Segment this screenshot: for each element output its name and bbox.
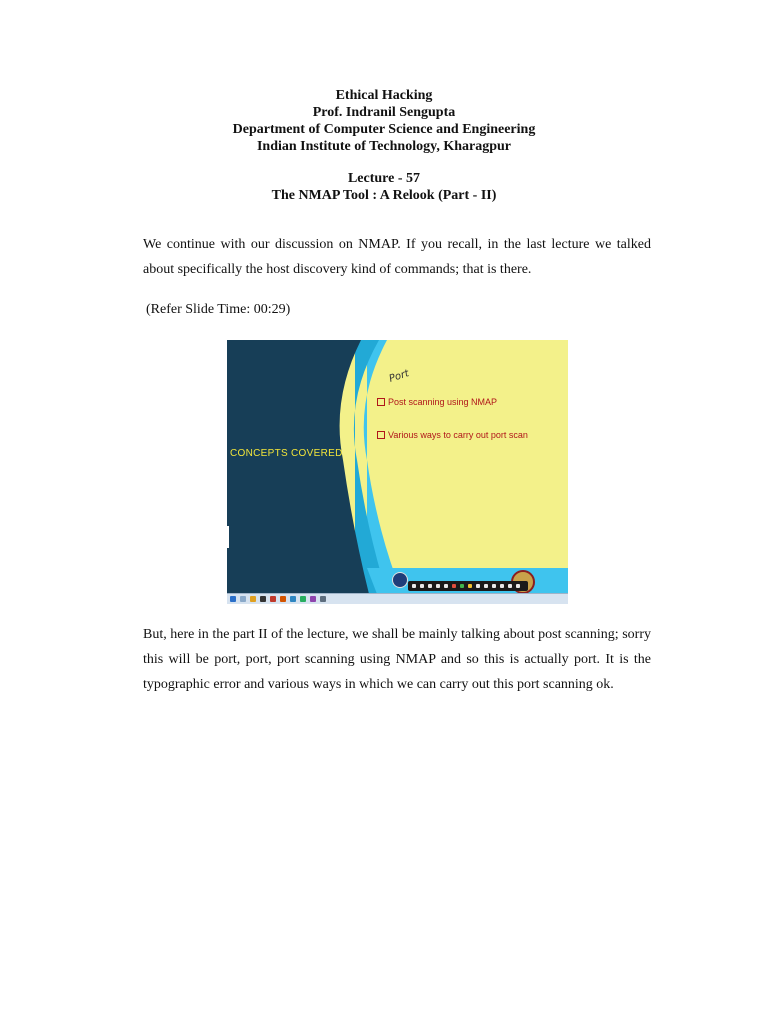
institute-name: Indian Institute of Technology, Kharagpur <box>256 139 511 154</box>
intro-paragraph: We continue with our discussion on NMAP. If you recall, in the last lecture we talked about specifically the host discovery kind of commands; that is there. <box>143 237 651 277</box>
document-header <box>0 87 768 155</box>
taskbar-app-icon <box>270 596 276 602</box>
taskbar-app-icon <box>290 596 296 602</box>
pen-tool-icon <box>468 584 472 588</box>
taskbar-app-icon <box>300 596 306 602</box>
start-icon <box>230 596 236 602</box>
nptel-logo-icon <box>392 572 408 588</box>
taskbar-app-icon <box>250 596 256 602</box>
slide-screenshot <box>227 340 568 604</box>
checkbox-bullet-icon <box>377 431 385 439</box>
pen-tool-icon <box>436 584 440 588</box>
slide-bullet-text: Various ways to carry out port scan <box>388 430 528 440</box>
handwritten-annotation: Port <box>387 368 411 385</box>
pen-tool-icon <box>420 584 424 588</box>
taskbar-app-icon <box>240 596 246 602</box>
pen-tool-icon <box>500 584 504 588</box>
taskbar-app-icon <box>280 596 286 602</box>
pen-tool-icon <box>460 584 464 588</box>
pen-tool-icon <box>428 584 432 588</box>
windows-taskbar <box>227 593 568 604</box>
after-slide-paragraph: But, here in the part II of the lecture, we shall be mainly talking about post scanning; sorry this will be port, port, port scanning using NMAP and so this is actually port. It is the typographic error and various ways in which we can carry out this port scanning ok. <box>143 627 651 692</box>
pen-tool-icon <box>452 584 456 588</box>
lecture-title: The NMAP Tool : A Relook (Part - II) <box>271 188 497 203</box>
checkbox-bullet-icon <box>377 398 385 406</box>
pen-tool-icon <box>444 584 448 588</box>
lecture-heading <box>0 170 768 204</box>
slide-heading: CONCEPTS COVERED <box>230 448 343 459</box>
taskbar-app-icon <box>260 596 266 602</box>
slide-bullet <box>377 397 497 407</box>
pen-tool-icon <box>412 584 416 588</box>
taskbar-app-icon <box>310 596 316 602</box>
pen-tool-icon <box>476 584 480 588</box>
slide-bullet-text: Post scanning using NMAP <box>388 397 498 407</box>
annotation-toolbar <box>408 581 528 591</box>
pen-tool-icon <box>516 584 520 588</box>
course-title: Ethical Hacking <box>335 88 433 103</box>
lecture-number: Lecture - 57 <box>347 171 421 186</box>
professor-name: Prof. Indranil Sengupta <box>312 105 456 120</box>
pen-tool-icon <box>492 584 496 588</box>
slide-bullet <box>377 430 528 440</box>
taskbar-app-icon <box>320 596 326 602</box>
pen-tool-icon <box>484 584 488 588</box>
department-name: Department of Computer Science and Engineering <box>232 122 536 137</box>
pen-tool-icon <box>508 584 512 588</box>
refer-slide-time: (Refer Slide Time: 00:29) <box>146 302 291 317</box>
